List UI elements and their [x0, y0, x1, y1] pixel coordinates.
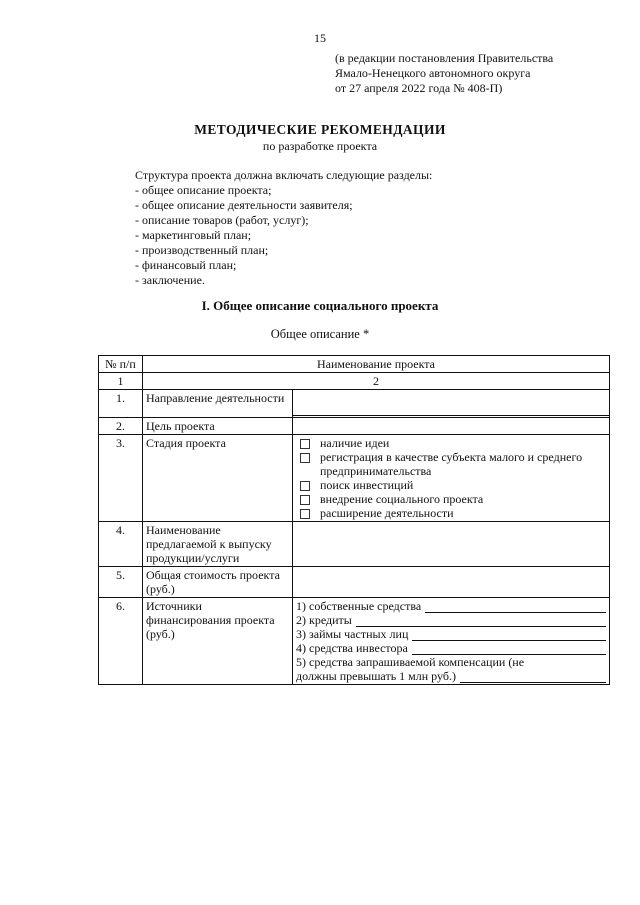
table-row: [99, 522, 610, 567]
header-project-name: Наименование проекта: [143, 356, 610, 373]
stage-option[interactable]: [296, 478, 606, 492]
table-row: [99, 435, 610, 522]
table-row: [99, 418, 610, 435]
intro-item: - общее описание проекта;: [135, 183, 272, 197]
checkbox-icon[interactable]: [300, 495, 310, 505]
section-title: I. Общее описание социального проекта: [201, 298, 439, 313]
structure-intro: [135, 168, 432, 288]
edition-line: от 27 апреля 2022 года № 408-П): [335, 81, 503, 95]
table-index-row: [99, 373, 610, 390]
stage-option[interactable]: [296, 506, 606, 520]
row-label: Стадия проекта: [143, 435, 293, 522]
fill-line[interactable]: [412, 642, 606, 655]
edition-note: [335, 51, 625, 96]
fill-line[interactable]: [412, 628, 606, 641]
stage-option[interactable]: [296, 450, 606, 478]
intro-item: - описание товаров (работ, услуг);: [135, 213, 309, 227]
row-value-field[interactable]: [293, 390, 610, 418]
intro-item: - производственный план;: [135, 243, 269, 257]
source-label: 3) займы частных лиц: [296, 627, 409, 641]
row-value-field[interactable]: [293, 522, 610, 567]
table-row: [99, 390, 610, 418]
funding-source-line[interactable]: [296, 641, 606, 655]
row-value-field[interactable]: [293, 567, 610, 598]
intro-item: - маркетинговый план;: [135, 228, 252, 242]
row-label: Наименование предлагаемой к выпуску продукции/услуги: [143, 522, 293, 567]
funding-source-line: 5) средства запрашиваемой компенсации (не: [296, 655, 525, 669]
row-number: 3.: [99, 435, 143, 522]
page-number: 15: [314, 31, 326, 45]
checkbox-icon[interactable]: [300, 453, 310, 463]
row-number: 5.: [99, 567, 143, 598]
stage-option[interactable]: [296, 492, 606, 506]
fill-line[interactable]: [356, 614, 606, 627]
row-label: Общая стоимость проекта (руб.): [143, 567, 293, 598]
edition-line: Ямало-Ненецкого автономного округа: [335, 66, 531, 80]
stage-options: [293, 435, 610, 522]
row-number: 2.: [99, 418, 143, 435]
checkbox-icon[interactable]: [300, 481, 310, 491]
option-label: наличие идеи: [320, 436, 390, 450]
row-value-field[interactable]: [293, 418, 610, 435]
row-label: Цель проекта: [143, 418, 293, 435]
header-number: № п/п: [99, 356, 143, 373]
index-cell: 1: [99, 373, 143, 390]
checkbox-icon[interactable]: [300, 509, 310, 519]
funding-source-line[interactable]: [296, 613, 606, 627]
intro-item: - финансовый план;: [135, 258, 237, 272]
project-description-table: [98, 355, 610, 685]
intro-lead: Структура проекта должна включать следующие разделы:: [135, 168, 433, 182]
checkbox-icon[interactable]: [300, 439, 310, 449]
source-label: 4) средства инвестора: [296, 641, 408, 655]
intro-item: - общее описание деятельности заявителя;: [135, 198, 353, 212]
row-number: 4.: [99, 522, 143, 567]
document-subtitle: по разработке проекта: [262, 139, 378, 153]
funding-sources: [293, 598, 610, 685]
option-label: расширение деятельности: [320, 506, 454, 520]
table-row: [99, 567, 610, 598]
table-row: [99, 598, 610, 685]
source-label: 1) собственные средства: [296, 599, 422, 613]
option-label: внедрение социального проекта: [320, 492, 484, 506]
index-cell: 2: [143, 373, 610, 390]
funding-source-line[interactable]: [296, 627, 606, 641]
row-label: Направление деятельности: [143, 390, 293, 418]
source-label: должны превышать 1 млн руб.): [296, 669, 456, 683]
row-label: Источники финансирования проекта (руб.): [143, 598, 293, 685]
intro-item: - заключение.: [135, 273, 205, 287]
source-label: 2) кредиты: [296, 613, 352, 627]
option-label: поиск инвестиций: [320, 478, 414, 492]
stage-option[interactable]: [296, 436, 606, 450]
table-header-row: [99, 356, 610, 373]
row-number: 1.: [99, 390, 143, 418]
edition-line: (в редакции постановления Правительства: [335, 51, 554, 65]
document-title: МЕТОДИЧЕСКИЕ РЕКОМЕНДАЦИИ: [194, 122, 446, 137]
funding-source-line[interactable]: [296, 599, 606, 613]
funding-source-line[interactable]: [296, 669, 606, 683]
row-number: 6.: [99, 598, 143, 685]
fill-line[interactable]: [460, 670, 606, 683]
table-caption: Общее описание *: [270, 327, 370, 341]
option-label: регистрация в качестве субъекта малого и среднего предпринимательства: [320, 450, 583, 478]
fill-line[interactable]: [425, 600, 606, 613]
